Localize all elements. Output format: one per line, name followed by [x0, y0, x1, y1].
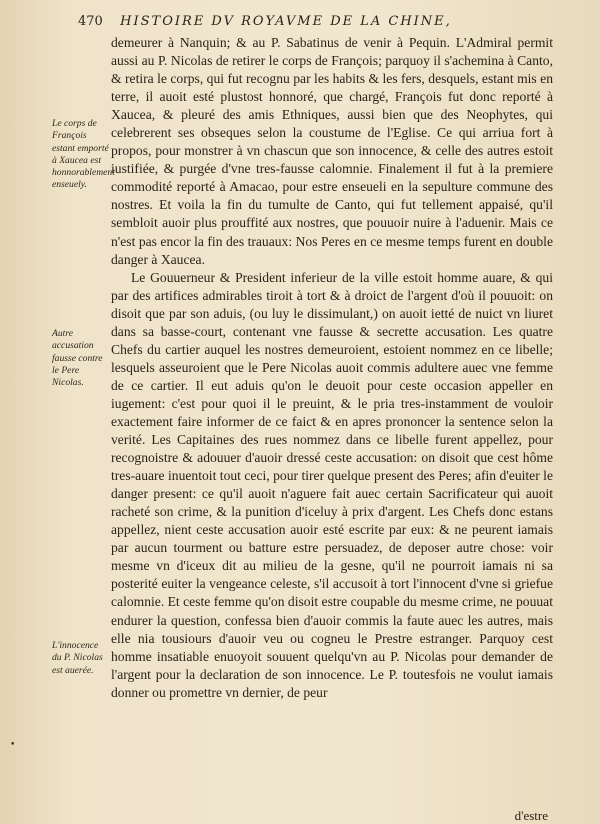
- page-header: [78, 14, 548, 29]
- paragraph: [111, 269, 553, 702]
- margin-note: Autre accusation fausse contre le Pere Nicolas.: [52, 328, 103, 389]
- margin-note: Le corps de François estant emporté à Xaucea est honnorablement enseuely.: [52, 118, 115, 191]
- running-title: HISTOIRE DV ROYAVME DE LA CHINE,: [120, 14, 452, 29]
- margin-note: L'innocence du P. Nicolas est auerée.: [52, 640, 103, 676]
- paragraph: demeurer à Nanquin; & au P. Sabatinus de venir à Pequin. L'Admiral permit aussi au P. Nicolas de retirer le corps de François; parquoy il s'achemina à Canto, & retira le corps, qui fut recognu par les habits & les fers, desquels, estant mis en terre, il auoit esté plustost honnoré, que chargé, François fut donc reporté à Xaucea, & pleuré des amis Ethniques, aussi bien que des Neophytes, qui celebrerent ses obseques selon la coustume de l'Eglise. Ce qui arriua fort à propos, pour monstrer à vn chascun que son innocence, & celle des autres estoit iustifiée, & purgée d'vne tres-fausse calomnie. Finalement il fut à la premiere commodité reporté à Amacao, pour estre enseueli en la sepulture commune des nostres. Et voila la fin du tumulte de Canto, qui fut tellement appaisé, qu'il sembloit auoir plus prouffité aux nostres, que pouuoir nuire à l'aduenir. Mais ce n'est pas encor la fin des trauaux: Nos Peres en ce mesme temps furent en double danger à Xaucea.: [111, 35, 553, 267]
- body-text: [111, 34, 553, 702]
- catchword: d'estre: [514, 808, 548, 823]
- paragraph-text: Le Gouuerneur & President inferieur de la ville estoit homme auare, & qui par des artifices admirables tiroit à tort & à droict de l'argent d'où il pouuoit: on disoit que par son aduis, (ou luy le dissimulant,) on auoit ietté de nuict vn liuret dans sa basse-court, contenant vne fausse & secrette accusation. Les quatre Chefs du cartier auquel les nostres demeuroient, estoient nommez en ce libelle; lesquels asseuroient que le Pere Nicolas auoit commis adultere auec vne femme de ce cartier. Il eut aduis qu'on le deuoit pour ceste occasion appeller en iugement: c'est pour quoi il le preuint, & le pria tres-instamment de vouloir exactement faire informer de ce faict & en apres prononcer la sentence selon la verité. Les Capitaines des rues nommez dans ce libelle furent appellez, pour recognoistre & adouuer d'auoir dressé ceste accusation: on disoit que cest hôme tres-auare inuentoit tout ceci, pour tirer quelque present des Peres; afin d'euiter le danger present: ce qu'il auoit n'aguere fait auec certain Sacrificateur qui auoit racheté son crime, & la punition d'iceluy à prix d'argent. Les Chefs donc estans appellez, nient ceste accusation auoir esté escrite par eux: & ne peurent iamais par aucun tourment ou batture estre persuadez, de deposer autre chose: voir mesme vn d'iceux dit au milieu de la gesne, qu'il ne pourroit iamais ni sa posterité euiter la vengeance celeste, s'il accusoit à tort l'innocent d'vne si griefue calomnie. Et ceste femme qu'on disoit estre coupable du mesme crime, ne pouuat endurer la question, confessa bien d'auoir commis la faute auec les autres, mais elle nia tousiours d'auoir veu ou cogneu le Prestre estranger. Parquoy cest homme insatiable enuoyoit souuent quelqu'vn au P. Nicolas pour demander de l'argent pour la declaration de son innocence. Le P. toutesfois ne voulut iamais donner ou promettre vn dernier, de peur: [111, 269, 553, 700]
- edge-mark-icon: •: [10, 740, 16, 750]
- page-number: 470: [78, 14, 103, 29]
